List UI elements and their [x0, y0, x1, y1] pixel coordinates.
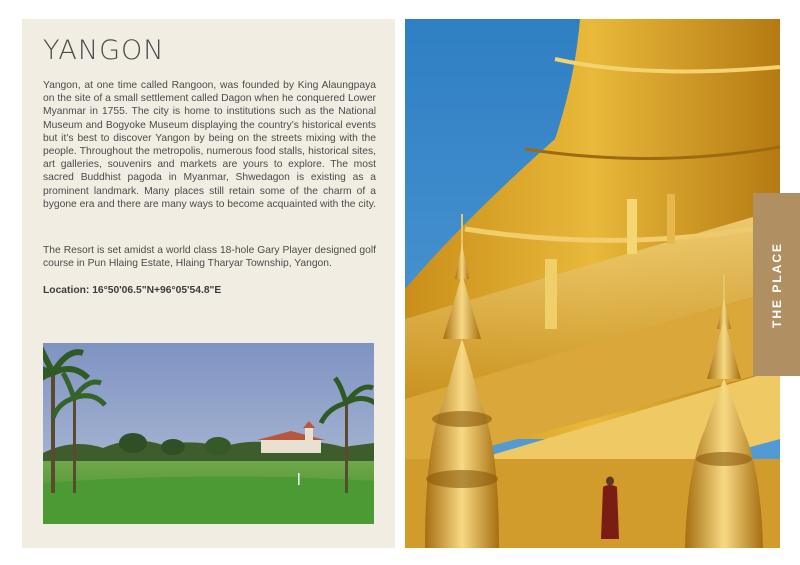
text-panel: [22, 19, 395, 548]
the-place-label: THE PLACE: [769, 241, 784, 328]
location-text: Location: 16°50'06.5"N+96°05'54.8"E: [43, 285, 222, 296]
shwedagon-pagoda-photo: [405, 19, 780, 548]
intro-paragraph: Yangon, at one time called Rangoon, was founded by King Alaungpaya on the site of a small settlement called Dagon when he conquered Lower Myanmar in 1755. The city is home to institutions such as the National Museum and Bogyoke Museum displaying the country’s historical events but it’s best to discover Yangon by being on the streets mixing with the people. Throughout the metropolis, numerous food stalls, historical sites, art galleries, souvenirs and markets are yours to explore. The most sacred Buddhist pagoda in Myanmar, Shwedagon is existing as a prominent landmark. Many places still retain some of the charm of a bygone era and there are many ways to become acquainted with the city.: [43, 80, 376, 210]
golf-course-photo: [43, 343, 374, 524]
the-place-tab: [753, 193, 800, 376]
resort-paragraph: The Resort is set amidst a world class 18-hole Gary Player designed golf course in Pun Hlaing Estate, Hlaing Tharyar Township, Yangon.: [43, 245, 376, 270]
page-title: YANGON: [43, 35, 165, 66]
